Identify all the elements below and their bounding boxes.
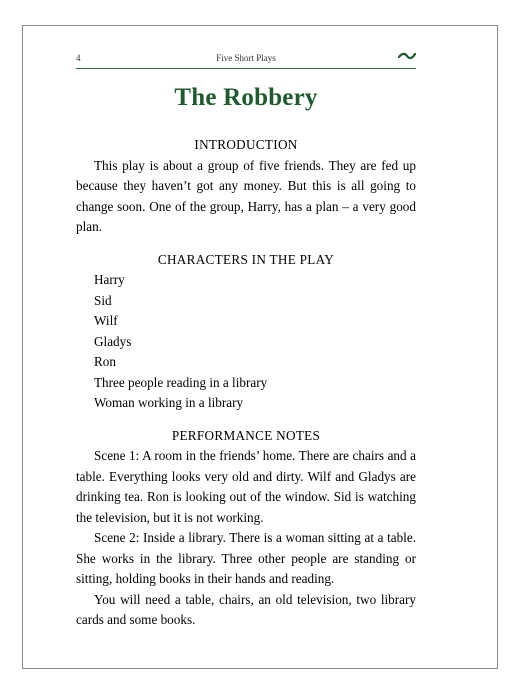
character-item: Ron	[94, 354, 116, 369]
running-header	[76, 53, 416, 67]
section-gap	[76, 414, 416, 426]
page-title: The Robbery	[174, 84, 318, 111]
character-item: Wilf	[94, 313, 118, 328]
introduction-paragraph: This play is about a group of five friends. They are fed up because they haven’t got any money. But this is all going to change soon. One of the group, Harry, has a plan – a very good plan.	[76, 157, 416, 234]
performance-note-paragraph: Scene 1: A room in the friends’ home. There are chairs and a table. Everything looks very old and dirty. Wilf and Gladys are drinking tea. Ron is looking out of the window. Sid is watching the television, but it is not working.	[76, 448, 416, 525]
page-body	[76, 135, 416, 631]
header-rule	[76, 68, 416, 69]
characters-heading: CHARACTERS IN THE PLAY	[157, 251, 335, 267]
character-item: Three people reading in a library	[94, 374, 268, 390]
performance-notes-heading: PERFORMANCE NOTES	[171, 427, 321, 443]
character-item: Harry	[94, 272, 125, 287]
book-title: Five Short Plays	[216, 53, 276, 63]
performance-note-paragraph: Scene 2: Inside a library. There is a woman sitting at a table. She works in the library. Three other people are standing or sitting, holding books in their hands and reading.	[76, 530, 416, 586]
introduction-heading: INTRODUCTION	[194, 137, 298, 152]
character-item: Sid	[94, 292, 112, 308]
page-number: 4	[76, 53, 81, 63]
character-item: Gladys	[94, 333, 132, 349]
performance-note-paragraph: You will need a table, chairs, an old television, two library cards and some books.	[76, 591, 416, 627]
section-gap	[76, 238, 416, 250]
swash-ornament-icon	[398, 51, 416, 61]
character-item: Woman working in a library	[94, 395, 244, 410]
characters-list	[76, 270, 416, 414]
